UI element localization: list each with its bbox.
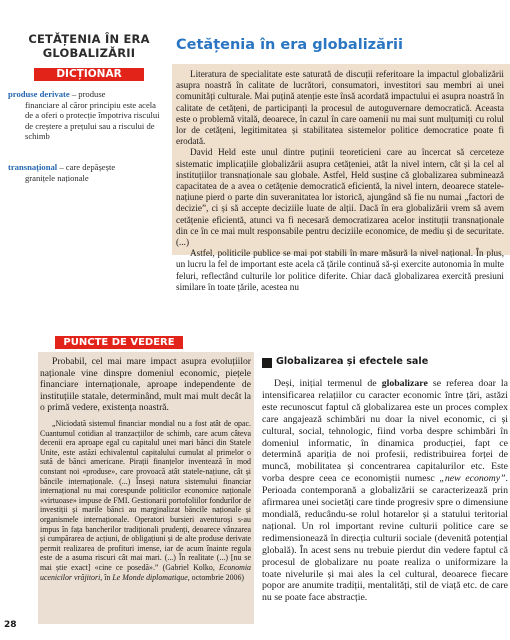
- dictionary-definition-start: produse: [78, 89, 106, 99]
- section-text: se referea doar la intensificarea relațiilor cu caracter economic între țări, astăzi este recunoscut faptul că globalizarea este un proces complex care angajează schimbări nu doar la nivel economic, ci și cultural, social, tehnologic, fiind vorba despre schimbări în domeniul informatic, în dinamica producției, fapt ce determină apariția de noi profesii, redistribuirea forței de muncă, mobilitatea și concentrarea capitalurilor etc. Este vorba despre ceea ce economiștii numesc: [262, 378, 508, 485]
- intro-text: [176, 69, 504, 293]
- dictionary-term: transnațional: [8, 162, 58, 172]
- dictionary-entry: [8, 162, 166, 183]
- dictionary-term: produse derivate: [8, 89, 70, 99]
- section-marker-square: [262, 358, 272, 368]
- intro-paragraph: Astfel, politicile publice se mai pot stabili în mare măsură la nivel național. În plus, un lucru la fel de important este acela că țările continuă să-și exercite autonomia în multe feluri, reflectând culturile lor politice diferite. Chiar dacă globalizarea exercită presiuni similare în toate țările, acestea nu: [176, 248, 504, 292]
- dictionary-dash: –: [57, 162, 66, 172]
- dictionary-definition-start: care depășește: [65, 162, 116, 172]
- intro-box: [172, 64, 510, 292]
- sidebar-title-line2: GLOBALIZĂRII: [42, 46, 136, 60]
- points-of-view-intro: Probabil, cel mai mare impact asupra evoluțiilor naționale vine dinspre domeniul economic, piețele financiare internaționale, aproape independente de instituțiile statale, determinând, mult mai mult decât la o primă vedere, existența noastră.: [40, 356, 251, 414]
- points-of-view-quote: [40, 419, 251, 582]
- section-quoted-term: „new economy”: [439, 473, 506, 485]
- quote-journal: Le Monde diplomatique: [112, 572, 188, 582]
- dictionary-dash: –: [69, 89, 79, 99]
- section-body: [262, 378, 508, 604]
- quote-text-mid: , în: [100, 572, 113, 582]
- dictionary-entry: [8, 89, 166, 142]
- quote-date: , octombrie 2006): [187, 572, 245, 582]
- dictionary-definition: financiare al căror principiu este acela de a oferi o protecție împotriva riscului de creștere a prețului sau a riscului de schimb: [25, 99, 160, 142]
- section-title: Globalizarea și efectele sale: [276, 356, 429, 367]
- section-text: Deși, inițial termenul de: [274, 378, 382, 389]
- page-number: 28: [4, 620, 17, 630]
- sidebar: [0, 0, 168, 262]
- intro-paragraph: David Held este unul dintre puținii teoreticieni care au încercat să cerceteze sistematic implicațiile globalizării asupra cetățeniei, atât la nivel intern, cât și la cel al instituțiilor transnaționale sau globale. Astfel, Held susține că globalizarea subminează capacitatea de a avea o cetățenie democratică eficientă, la nivel intern, deoarece statele-națiune pierd o parte din suveranitatea lor istorică, ajungând să fie nu numai „factori de decizie”, ci și să accepte deciziile luate de alții. Dacă în era globalizării vrem să avem cetățenie eficientă, atunci va fi necesară democratizarea acelor instituții transnaționale din ce în ce mai mult responsabile pentru deciziile economice, de mediu și de securitate. (...): [176, 147, 504, 248]
- intro-paragraph: Literatura de specialitate este saturată de discuții referitoare la impactul globalizării asupra noastră în calitate de lucrători, consumatori, investitori sau membri ai unei comunități culturale. Mai puțină atenție este însă acordată impactului ei asupra noastră în calitate de cetățeni, de participanți la procesul de autoguvernare democratică. Aceasta este o problemă vitală, deoarece, în cazul în care oamenii nu mai sunt mulțumiți cu rolul lor de cetățeni, legitimitatea și stabilitatea sistemelor politice democratice poate fi erodată.: [176, 69, 504, 147]
- section-text: . Perioada contemporană a globalizării se caracterizează prin afirmarea unei societăți care tinde progresiv spre o dimensiune mondială, reducându-se rolul hotarelor și a statului teritorial național. Un rol important revine culturii politice care se redimensionează în direcția culturii sociale (devenită potențial globală). În acest sens nu trebuie pierdut din vedere faptul că procesul de globalizare nu poate realiza o uniformizare la toate nivelurile și mai ales la cel cultural, deoarece fiecare popor are anumite tradiții, mentalități, stil de viață etc. de care nu se poate face abstracție.: [262, 473, 508, 604]
- section-keyword: globalizare: [381, 378, 428, 389]
- quote-text: „Niciodată sistemul financiar mondial nu a fost atât de opac. Cuantumul cotidian al tranzacțiilor de schimb, care acum câteva decenii era aproape egal cu capitalul unei mari bănci din Statele Unite, este astăzi echivalentul capitalului cumulat al primelor o sută de bănci americane. Pirații finanțelor inventează în mod constant noi «produse», care provoacă atât statele-națiune, cât și băncile internaționale. (...) Înseși natura sistemului financiar internațional nu mai corespunde politicilor economice naționale «virtuoase» impuse de FMI. Gestionarii portofoliilor fondurilor de investiții și marile bănci au marginalizat băncile naționale și organismele internaționale. Operatori bursieri aventuroși s-au impus în fața bancherilor tradiționali prudenți, deoarece vânzarea și cumpărarea de acțiuni, de obligațiuni și de alte produse derivate permit realizarea de profituri imense, iar de acum înainte regula este de a asuma riscuri cât mai mari. (...) În realitate (...) [nu se mai știe exact] «cine ce posedă».” (Gabriel Kolko,: [40, 419, 251, 572]
- quote-work-title: Economia ucenicilor vrăjitori: [40, 562, 251, 582]
- sidebar-title: [12, 32, 166, 60]
- dictionary-label: DICȚIONAR: [34, 68, 144, 81]
- dictionary-definition: granițele naționale: [25, 172, 89, 183]
- article-title: Cetățenia în era globalizării: [176, 37, 403, 53]
- sidebar-title-line1: CETĂȚENIA ÎN ERA: [28, 32, 150, 46]
- points-of-view-label: PUNCTE DE VEDERE: [55, 336, 183, 349]
